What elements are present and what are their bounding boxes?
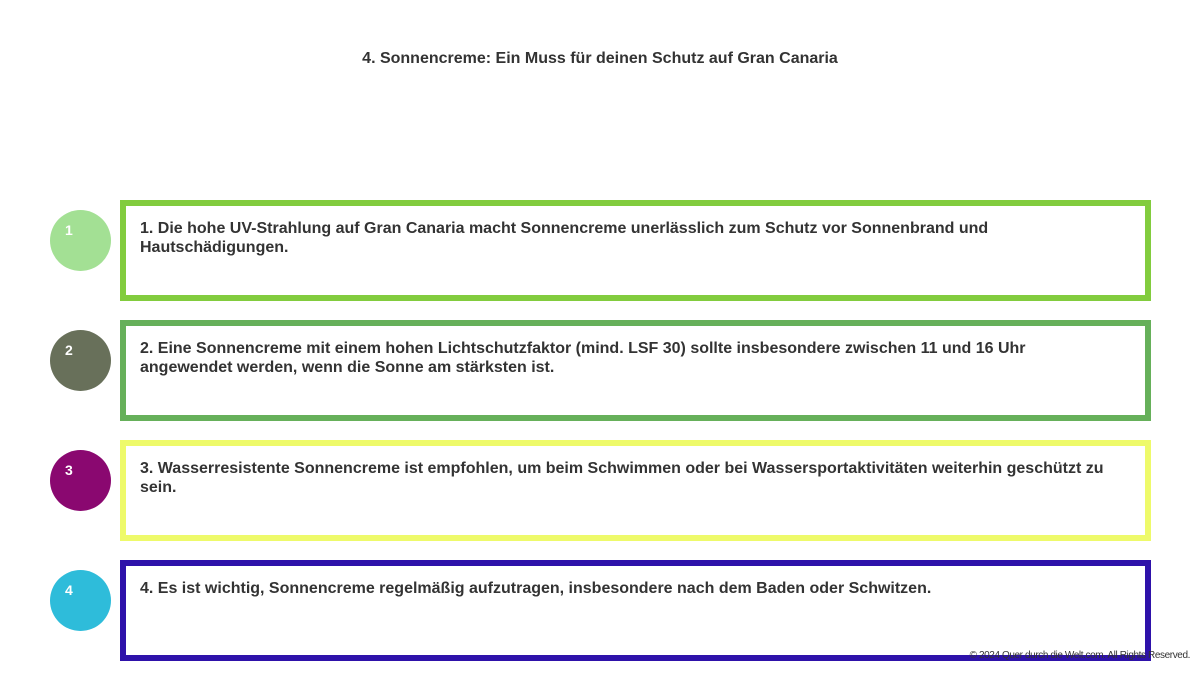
number-label-2: 2: [65, 342, 73, 358]
list-item-2: [0, 320, 1200, 421]
item-text-4: 4. Es ist wichtig, Sonnencreme regelmäßig aufzutragen, insbesondere nach dem Baden oder Schwitzen.: [140, 580, 932, 597]
number-circle-3: [50, 450, 111, 511]
number-label-3: 3: [65, 462, 73, 478]
list-item-4: [0, 560, 1200, 661]
number-circle-2: [50, 330, 111, 391]
number-circle-1: [50, 210, 111, 271]
slide-title: 4. Sonnencreme: Ein Muss für deinen Schutz auf Gran Canaria: [362, 50, 838, 67]
number-circle-4: [50, 570, 111, 631]
list-item-1: [0, 200, 1200, 301]
text-box-1: [120, 200, 1151, 301]
item-text-2: 2. Eine Sonnencreme mit einem hohen Lichtschutzfaktor (mind. LSF 30) sollte insbesondere zwischen 11 und 16 Uhr angewendet werden, wenn die Sonne am stärksten ist.: [140, 340, 1026, 376]
list-item-3: [0, 440, 1200, 541]
text-box-4: [120, 560, 1151, 661]
item-text-1: 1. Die hohe UV-Strahlung auf Gran Canaria macht Sonnencreme unerlässlich zum Schutz vor Sonnenbrand und Hautschädigungen.: [140, 220, 989, 256]
footer-copyright: © 2024 Quer durch die Welt.com. All Rights Reserved.: [969, 650, 1190, 661]
number-label-4: 4: [65, 582, 73, 598]
text-box-3: [120, 440, 1151, 541]
text-box-2: [120, 320, 1151, 421]
number-label-1: 1: [65, 222, 73, 238]
item-text-3: 3. Wasserresistente Sonnencreme ist empfohlen, um beim Schwimmen oder bei Wassersportaktivitäten weiterhin geschützt zu sein.: [140, 460, 1104, 496]
